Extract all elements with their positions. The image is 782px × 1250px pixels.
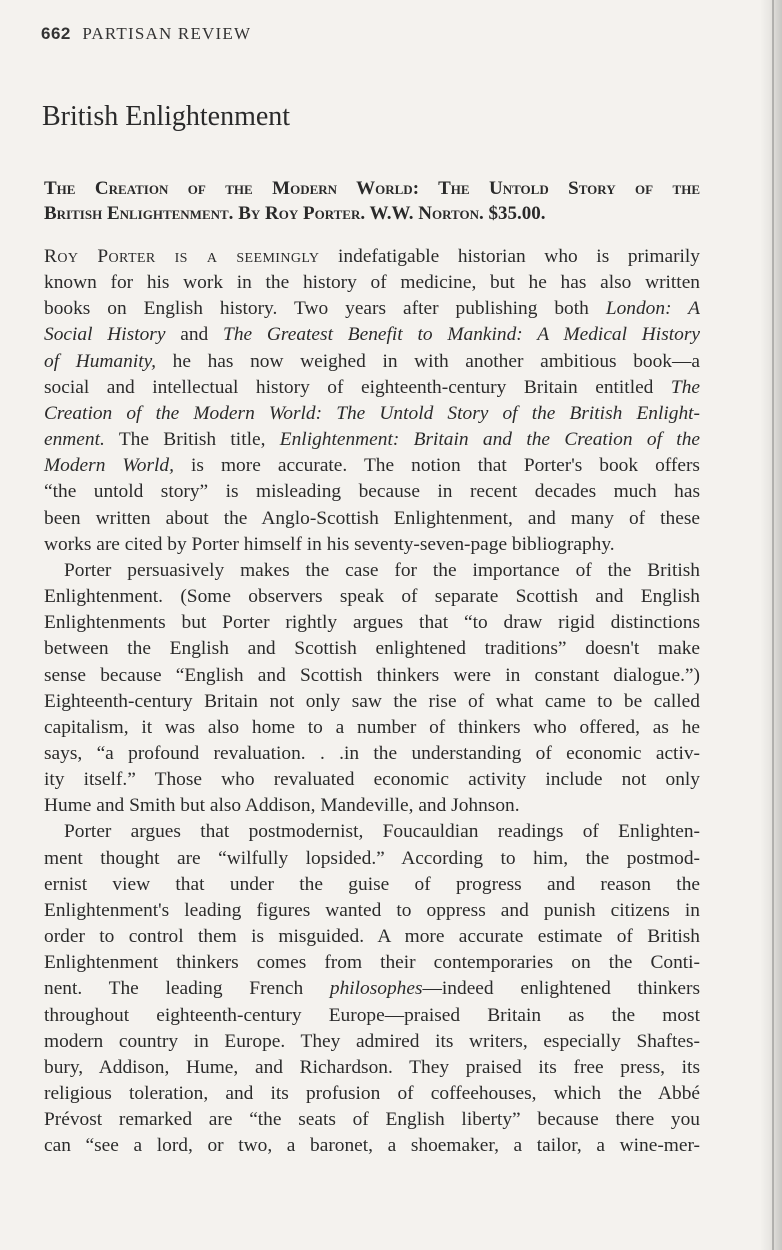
text-line: been written about the Anglo-Scottish Enlightenment, and many of these bbox=[44, 507, 700, 529]
italic-title: London: A bbox=[605, 298, 700, 320]
book-byline: By Roy Porter. W.W. Norton. $35.00. bbox=[238, 203, 546, 224]
paragraph-3 bbox=[44, 819, 700, 1159]
text-line: works are cited by Porter himself in his seventy-seven-page bibliography. bbox=[44, 533, 615, 555]
text-line: ernist view that under the guise of progress and reason the bbox=[44, 873, 700, 895]
italic-title: The Greatest Benefit to Mankind: A Medical History bbox=[223, 324, 700, 346]
book-title-line-1: The Creation of the Modern World: The Untold Story of the bbox=[44, 178, 700, 199]
journal-name: PARTISAN REVIEW bbox=[82, 24, 252, 43]
page-gutter-shadow bbox=[760, 0, 782, 1250]
italic-title: Social History bbox=[44, 324, 166, 346]
text-line: “the untold story” is misleading because in recent decades much has bbox=[44, 481, 700, 503]
text-line: capitalism, it was also home to a number of thinkers who offered, as he bbox=[44, 716, 700, 738]
section-title: British Enlightenment bbox=[42, 101, 291, 132]
running-head bbox=[41, 24, 251, 44]
text-segment: he has now weighed in with another ambitious book—a bbox=[155, 350, 700, 372]
italic-title: The bbox=[670, 376, 700, 398]
text-line: order to control them is misguided. A more accurate estimate of British bbox=[44, 926, 700, 948]
italic-title: Creation of the Modern World: The Untold Story of the British Enlight- bbox=[44, 402, 700, 424]
book-title-end: British Enlightenment. bbox=[44, 203, 234, 224]
text-segment: and bbox=[165, 324, 224, 346]
text-line: says, “a profound revaluation. . .in the understanding of economic activ- bbox=[44, 742, 700, 764]
text-line: Enlightenment. (Some observers speak of separate Scottish and English bbox=[44, 586, 700, 608]
text-line: sense because “English and Scottish thinkers were in constant dialogue.”) bbox=[44, 664, 700, 686]
text-line: Porter argues that postmodernist, Foucauldian readings of Enlighten- bbox=[64, 821, 700, 843]
text-line: religious toleration, and its profusion of coffeehouses, which the Abbé bbox=[44, 1083, 700, 1104]
text-line bbox=[44, 322, 700, 348]
book-heading bbox=[44, 176, 700, 226]
text-line: throughout eighteenth-century Europe—praised Britain as the most bbox=[44, 1004, 700, 1026]
text-line: Prévost remarked are “the seats of English liberty” because there you bbox=[44, 1109, 700, 1131]
text-line bbox=[44, 427, 700, 453]
text-segment: is more accurate. The notion that Porter's book offers bbox=[173, 455, 700, 477]
text-line: Enlightenment thinkers comes from their contemporaries on the Conti- bbox=[44, 952, 700, 974]
review-body bbox=[44, 244, 700, 1159]
text-segment: —indeed enlightened thinkers bbox=[422, 978, 700, 1000]
text-line: ity itself.” Those who revaluated economic activity include not only bbox=[44, 769, 700, 791]
text-line: ment thought are “wilfully lopsided.” According to him, the postmod- bbox=[44, 847, 700, 869]
text-line: bury, Addison, Hume, and Richardson. They praised its free press, its bbox=[44, 1056, 700, 1078]
text-line: Eighteenth-century Britain not only saw the rise of what came to be called bbox=[44, 690, 700, 712]
text-segment: The British title, bbox=[104, 429, 280, 451]
text-line: Porter persuasively makes the case for the importance of the British bbox=[64, 559, 700, 581]
text-segment: books on English history. Two years after publishing both bbox=[44, 298, 606, 320]
paragraph-1 bbox=[44, 244, 700, 558]
text-line: Enlightenment's leading figures wanted to oppress and punish citizens in bbox=[44, 899, 700, 921]
book-title-line-2 bbox=[44, 201, 700, 226]
text-line bbox=[44, 976, 700, 1002]
italic-title: Enlightenment: Britain and the Creation of the bbox=[279, 429, 700, 451]
text-line: Enlightenments but Porter rightly argues that “to draw rigid distinctions bbox=[44, 612, 700, 634]
text-segment: social and intellectual history of eighteenth-century Britain entitled bbox=[44, 376, 671, 398]
text-line bbox=[44, 244, 700, 270]
text-line bbox=[44, 401, 700, 427]
binding-edge bbox=[772, 0, 774, 1250]
text-line bbox=[44, 296, 700, 322]
text-line bbox=[44, 453, 700, 479]
text-segment: indefatigable historian who is primarily bbox=[319, 246, 700, 267]
italic-title: enment. bbox=[44, 429, 105, 451]
text-line bbox=[44, 375, 700, 401]
lead-in-small-caps: Roy Porter is a seemingly bbox=[44, 246, 320, 267]
italic-title: Modern World, bbox=[44, 455, 174, 477]
italic-term: philosophes bbox=[329, 978, 423, 1000]
page-number: 662 bbox=[41, 24, 71, 43]
italic-title: of Humanity, bbox=[44, 350, 156, 372]
text-line: can “see a lord, or two, a baronet, a shoemaker, a tailor, a wine-mer- bbox=[44, 1135, 700, 1157]
text-segment: nent. The leading French bbox=[44, 978, 330, 1000]
text-line: modern country in Europe. They admired its writers, especially Shaftes- bbox=[44, 1030, 700, 1052]
text-line: Hume and Smith but also Addison, Mandeville, and Johnson. bbox=[44, 795, 520, 817]
text-line: known for his work in the history of medicine, but he has also written bbox=[44, 272, 700, 294]
text-line bbox=[44, 349, 700, 375]
text-line: between the English and Scottish enlightened traditions” doesn't make bbox=[44, 638, 700, 660]
paragraph-2 bbox=[44, 558, 700, 820]
